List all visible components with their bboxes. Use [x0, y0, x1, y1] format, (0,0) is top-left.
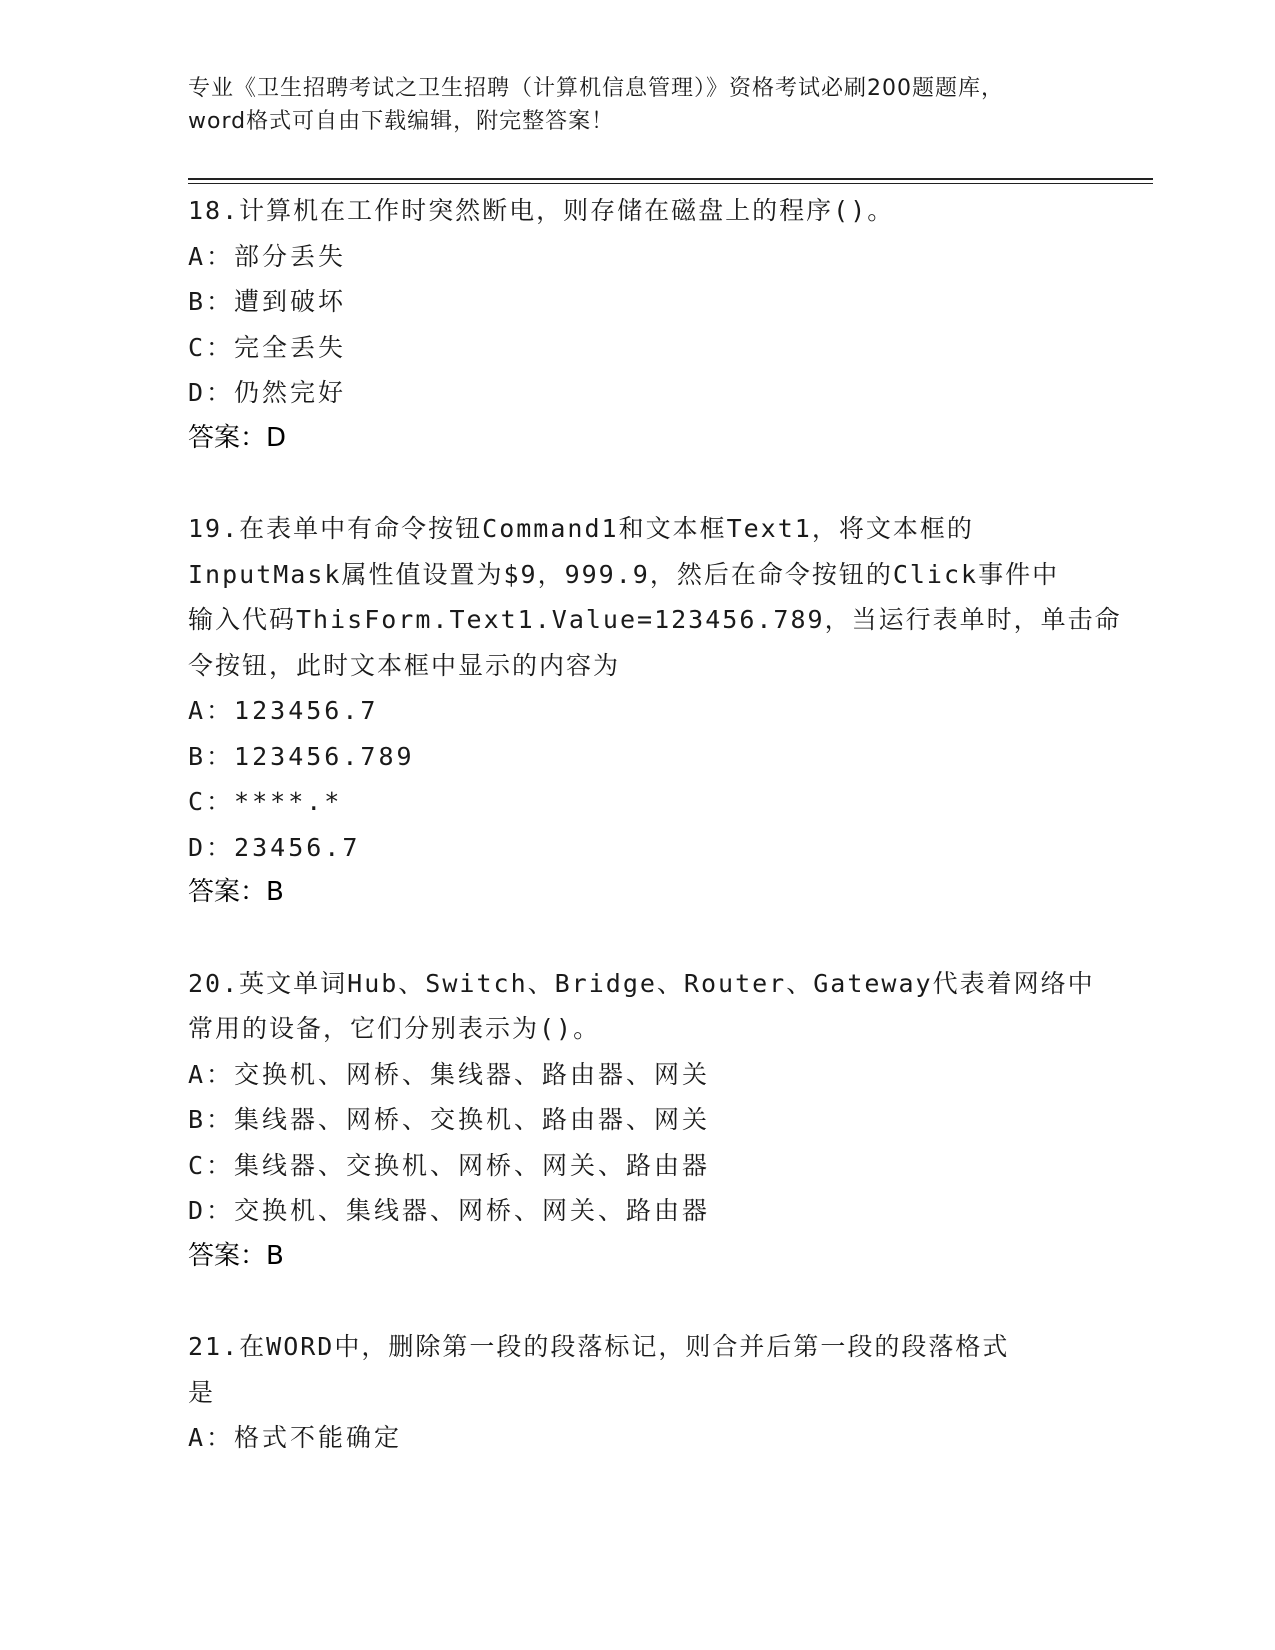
- question-21: [188, 1324, 1088, 1461]
- question-18: [188, 188, 1088, 461]
- answer-line: 答案：B: [188, 877, 284, 907]
- option-d: D：交换机、集线器、网桥、网关、路由器: [188, 1196, 711, 1225]
- question-text: 18.计算机在工作时突然断电，则存储在磁盘上的程序()。: [188, 196, 895, 225]
- header-rule-thin: [188, 183, 1153, 184]
- question-text: 输入代码ThisForm.Text1.Value=123456.789，当运行表单时，单击命: [188, 605, 1122, 634]
- question-text: 19.在表单中有命令按钮Command1和文本框Text1，将文本框的: [188, 514, 974, 543]
- question-text: 常用的设备，它们分别表示为()。: [188, 1014, 601, 1043]
- option-a: A：交换机、网桥、集线器、路由器、网关: [188, 1059, 711, 1089]
- option-d: D：23456.7: [188, 832, 361, 862]
- question-19: [188, 506, 1122, 916]
- answer-line: 答案：D: [188, 422, 287, 453]
- question-20: [188, 961, 1095, 1280]
- option-b: B：123456.789: [188, 741, 415, 771]
- option-b: B：遭到破坏: [188, 287, 347, 316]
- question-list: [188, 188, 1122, 1506]
- option-a: A：123456.7: [188, 696, 379, 725]
- header-line-1: 专业《卫生招聘考试之卫生招聘（计算机信息管理）》资格考试必刷200题题库，: [188, 76, 1004, 101]
- option-a: A：格式不能确定: [188, 1423, 403, 1452]
- option-b: B：集线器、网桥、交换机、路由器、网关: [188, 1105, 711, 1134]
- document-header: [188, 72, 1088, 138]
- option-a: A：部分丢失: [188, 241, 347, 271]
- question-text: InputMask属性值设置为$9，999.9，然后在命令按钮的Click事件中: [188, 559, 1060, 589]
- question-text: 是: [188, 1377, 216, 1407]
- option-c: C：完全丢失: [188, 332, 347, 362]
- header-line-2: word格式可自由下载编辑，附完整答案！: [188, 109, 615, 134]
- question-text: 21.在WORD中，删除第一段的段落标记，则合并后第一段的段落格式: [188, 1332, 1010, 1361]
- header-rule-thick: [188, 178, 1153, 180]
- option-c: C：集线器、交换机、网桥、网关、路由器: [188, 1150, 711, 1180]
- option-c: C：****.*: [188, 787, 343, 816]
- question-text: 20.英文单词Hub、Switch、Bridge、Router、Gateway代表着网络中: [188, 968, 1095, 998]
- question-text: 令按钮，此时文本框中显示的内容为: [188, 650, 621, 680]
- answer-line: 答案：B: [188, 1240, 284, 1271]
- option-d: D：仍然完好: [188, 378, 347, 407]
